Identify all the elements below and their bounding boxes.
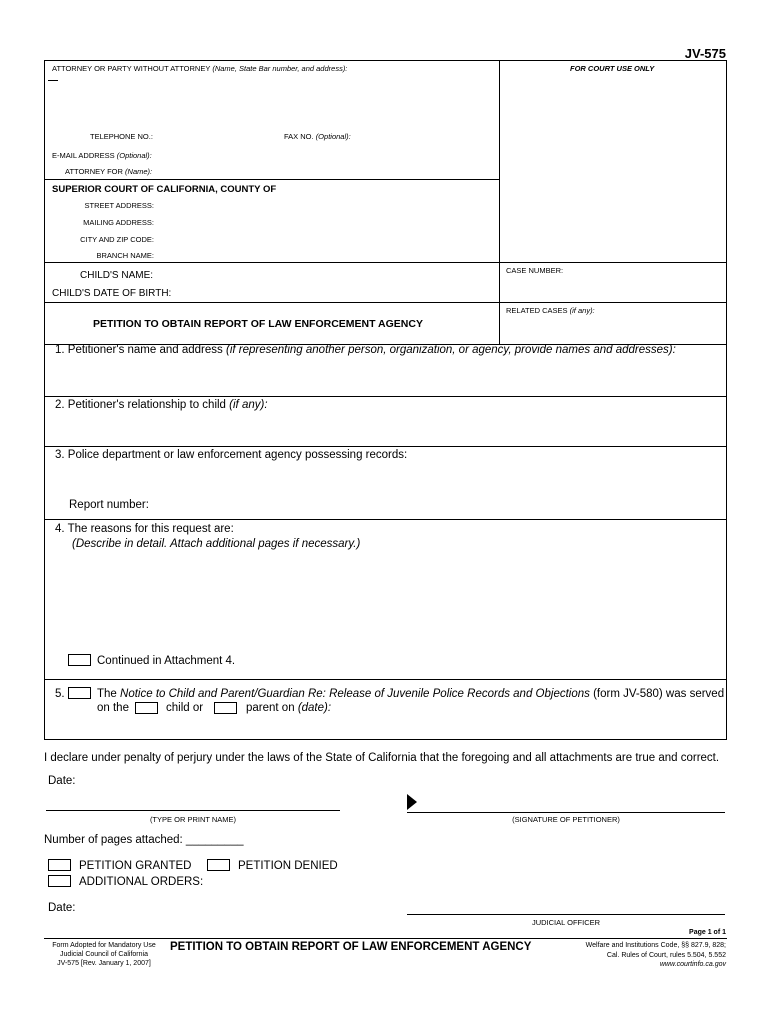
judicial-officer-line[interactable] bbox=[407, 914, 725, 915]
item-3-label: 3. Police department or law enforcement agency possessing records: bbox=[55, 449, 408, 461]
code-block bbox=[586, 941, 726, 970]
city-zip-field[interactable]: CITY AND ZIP CODE: bbox=[80, 235, 154, 244]
website-link[interactable]: www.courtinfo.ca.gov bbox=[659, 961, 726, 968]
case-number-field[interactable]: CASE NUMBER: bbox=[506, 266, 564, 275]
signature-petitioner-label: (SIGNATURE OF PETITIONER) bbox=[512, 815, 620, 824]
child-name-field[interactable]: CHILD'S NAME: bbox=[80, 270, 154, 281]
order-date-field[interactable]: Date: bbox=[48, 902, 76, 914]
adopted-line-1: Form Adopted for Mandatory Use bbox=[52, 942, 156, 949]
report-number-field[interactable]: Report number: bbox=[69, 499, 149, 511]
item-5-on-the: on the bbox=[97, 702, 129, 714]
petition-granted-checkbox[interactable] bbox=[48, 859, 71, 871]
parent-served-checkbox[interactable] bbox=[214, 702, 237, 714]
pages-attached-field[interactable]: Number of pages attached: _________ bbox=[44, 834, 244, 846]
additional-orders-label: ADDITIONAL ORDERS: bbox=[79, 876, 204, 888]
item-2-label: 2. Petitioner's relationship to child (if any): bbox=[55, 399, 268, 411]
additional-orders-checkbox[interactable] bbox=[48, 875, 71, 887]
declaration-date-field[interactable]: Date: bbox=[48, 775, 76, 787]
petition-granted-label: PETITION GRANTED bbox=[79, 860, 192, 872]
mailing-address-field[interactable]: MAILING ADDRESS: bbox=[83, 218, 154, 227]
form-title: PETITION TO OBTAIN REPORT OF LAW ENFORCEMENT AGENCY bbox=[93, 318, 423, 330]
type-print-name-label: (TYPE OR PRINT NAME) bbox=[149, 815, 237, 824]
name-line[interactable] bbox=[46, 810, 340, 811]
attorney-for-field[interactable]: ATTORNEY FOR (Name): bbox=[65, 167, 153, 176]
continued-label: Continued in Attachment 4. bbox=[97, 655, 236, 667]
footer-title: PETITION TO OBTAIN REPORT OF LAW ENFORCEMENT AGENCY bbox=[170, 941, 532, 953]
item-1-label: 1. Petitioner's name and address (if representing another person, organization, or agency, provide names and addresses): bbox=[55, 344, 676, 356]
item-5-number: 5. bbox=[55, 688, 65, 700]
page-number: Page 1 of 1 bbox=[689, 929, 726, 936]
item-5-child: child or bbox=[166, 702, 204, 714]
attorney-label: ATTORNEY OR PARTY WITHOUT ATTORNEY (Name, State Bar number, and address): bbox=[52, 64, 348, 73]
street-address-field[interactable]: STREET ADDRESS: bbox=[84, 201, 154, 210]
court-use-label: FOR COURT USE ONLY bbox=[570, 64, 655, 73]
related-cases-field[interactable]: RELATED CASES (if any): bbox=[506, 306, 595, 315]
form-number: JV-575 bbox=[684, 46, 726, 61]
child-served-checkbox[interactable] bbox=[135, 702, 158, 714]
adopted-line-3: JV-575 [Rev. January 1, 2007] bbox=[57, 960, 151, 967]
signature-arrow-icon bbox=[406, 793, 418, 811]
item-5-checkbox[interactable] bbox=[68, 687, 91, 699]
signature-line[interactable] bbox=[407, 812, 725, 813]
item-4-label: 4. The reasons for this request are: bbox=[55, 523, 234, 535]
item-5-text: The Notice to Child and Parent/Guardian Re: Release of Juvenile Police Records and Objections (form JV-580) was served bbox=[97, 688, 725, 700]
item-5-parent: parent on (date): bbox=[246, 702, 332, 714]
court-title: SUPERIOR COURT OF CALIFORNIA, COUNTY OF bbox=[52, 184, 277, 195]
adopted-block bbox=[44, 941, 164, 968]
code-line-1: Welfare and Institutions Code, §§ 827.9, 828; bbox=[585, 942, 726, 949]
declaration-text: I declare under penalty of perjury under the laws of the State of California that the foregoing and all attachments are true and correct. bbox=[44, 752, 720, 764]
judicial-officer-label: JUDICIAL OFFICER bbox=[531, 918, 601, 927]
petition-denied-checkbox[interactable] bbox=[207, 859, 230, 871]
email-field[interactable]: E-MAIL ADDRESS (Optional): bbox=[52, 151, 152, 160]
adopted-line-2: Judicial Council of California bbox=[60, 951, 148, 958]
code-line-2: Cal. Rules of Court, rules 5.504, 5.552 bbox=[606, 951, 726, 959]
item-4-hint: (Describe in detail. Attach additional pages if necessary.) bbox=[72, 538, 361, 550]
child-dob-field[interactable]: CHILD'S DATE OF BIRTH: bbox=[52, 288, 172, 299]
branch-name-field[interactable]: BRANCH NAME: bbox=[96, 251, 154, 260]
fax-field[interactable]: FAX NO. (Optional): bbox=[284, 132, 351, 141]
continued-checkbox[interactable] bbox=[68, 654, 91, 666]
petition-denied-label: PETITION DENIED bbox=[238, 860, 338, 872]
telephone-field[interactable]: TELEPHONE NO.: bbox=[90, 132, 153, 141]
